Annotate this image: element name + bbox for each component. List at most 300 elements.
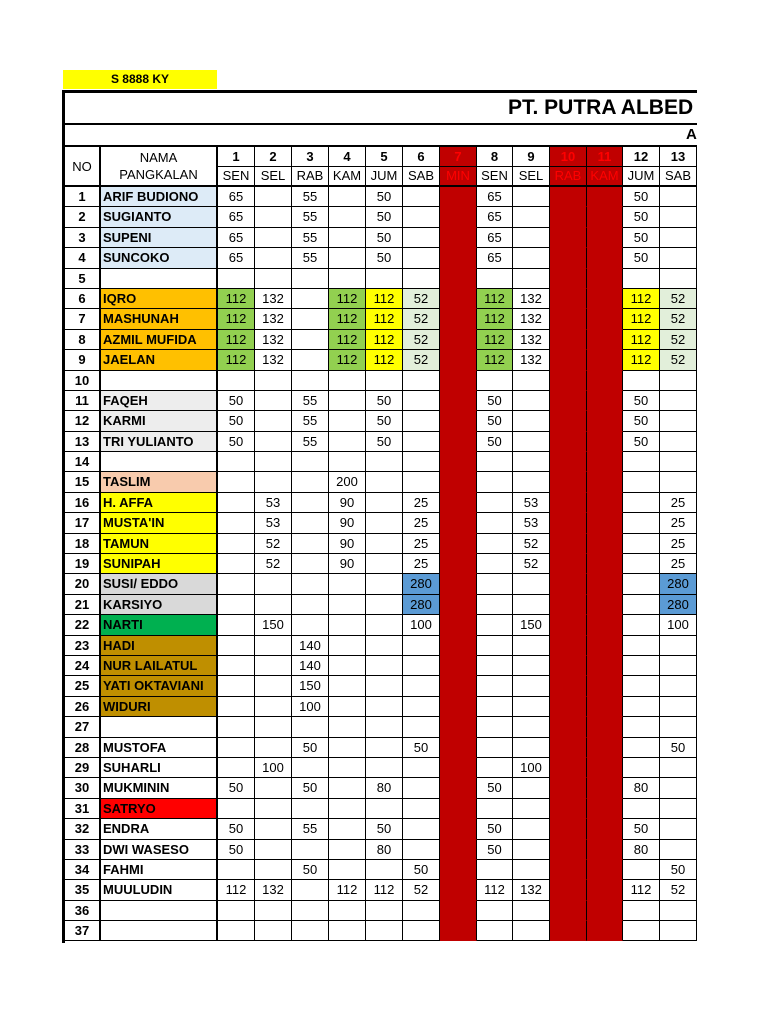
quantity-cell (255, 411, 292, 431)
quantity-cell (477, 676, 513, 696)
quantity-cell: 52 (403, 350, 440, 370)
quantity-cell: 25 (660, 534, 697, 554)
quantity-cell: 112 (366, 880, 403, 900)
quantity-cell: 112 (329, 330, 366, 350)
quantity-cell: 52 (660, 309, 697, 329)
quantity-cell (513, 697, 550, 717)
quantity-cell (329, 228, 366, 248)
row-number-cell: 10 (65, 371, 101, 391)
quantity-cell: 50 (623, 819, 660, 839)
quantity-cell: 100 (292, 697, 329, 717)
quantity-cell: 52 (660, 350, 697, 370)
quantity-cell (477, 554, 513, 574)
quantity-cell: 65 (218, 248, 255, 268)
quantity-cell (292, 595, 329, 615)
quantity-cell: 50 (366, 819, 403, 839)
quantity-cell: 52 (660, 289, 697, 309)
quantity-cell (218, 717, 255, 737)
quantity-cell (550, 921, 587, 941)
quantity-cell: 55 (292, 819, 329, 839)
quantity-cell (255, 574, 292, 594)
quantity-cell (550, 840, 587, 860)
quantity-cell (292, 534, 329, 554)
quantity-cell (477, 534, 513, 554)
row-number-cell: 8 (65, 330, 101, 350)
quantity-cell (366, 697, 403, 717)
quantity-cell (329, 819, 366, 839)
quantity-cell (660, 207, 697, 227)
quantity-cell (440, 330, 477, 350)
quantity-cell: 50 (366, 432, 403, 452)
quantity-cell (660, 921, 697, 941)
quantity-cell: 200 (329, 472, 366, 492)
quantity-cell: 112 (218, 309, 255, 329)
quantity-cell (477, 799, 513, 819)
quantity-cell: 25 (403, 534, 440, 554)
outlet-name-cell: SUGIANTO (101, 207, 218, 227)
quantity-cell (440, 778, 477, 798)
quantity-cell (255, 921, 292, 941)
quantity-cell: 132 (255, 289, 292, 309)
outlet-name-cell: NUR LAILATUL (101, 656, 218, 676)
quantity-cell: 55 (292, 228, 329, 248)
subtitle-row (65, 125, 697, 147)
header-day-name: MIN (440, 167, 477, 187)
row-number-cell: 36 (65, 901, 101, 921)
quantity-cell (440, 248, 477, 268)
quantity-cell: 112 (329, 309, 366, 329)
quantity-cell (513, 656, 550, 676)
quantity-cell (292, 452, 329, 472)
quantity-cell (587, 248, 623, 268)
quantity-cell: 52 (255, 534, 292, 554)
quantity-cell (587, 534, 623, 554)
quantity-cell (550, 472, 587, 492)
quantity-cell (403, 697, 440, 717)
quantity-cell (403, 921, 440, 941)
title-row (65, 93, 697, 125)
outlet-name-cell (101, 921, 218, 941)
quantity-cell (440, 309, 477, 329)
quantity-cell: 150 (292, 676, 329, 696)
quantity-cell (587, 269, 623, 289)
row-number-cell: 11 (65, 391, 101, 411)
quantity-cell (587, 921, 623, 941)
outlet-name-cell: ENDRA (101, 819, 218, 839)
quantity-cell (660, 371, 697, 391)
quantity-cell (329, 452, 366, 472)
quantity-cell: 50 (218, 840, 255, 860)
quantity-cell (255, 717, 292, 737)
header-day-number: 12 (623, 147, 660, 167)
header-day-number: 11 (587, 147, 623, 167)
quantity-cell: 280 (403, 595, 440, 615)
quantity-cell (366, 921, 403, 941)
quantity-cell: 50 (218, 778, 255, 798)
outlet-name-cell: SUNIPAH (101, 554, 218, 574)
quantity-cell (477, 738, 513, 758)
quantity-cell: 100 (513, 758, 550, 778)
quantity-cell (366, 676, 403, 696)
quantity-cell (587, 391, 623, 411)
quantity-cell (550, 901, 587, 921)
quantity-cell: 100 (403, 615, 440, 635)
quantity-cell (218, 656, 255, 676)
quantity-cell (255, 799, 292, 819)
outlet-name-cell: WIDURI (101, 697, 218, 717)
quantity-cell: 52 (403, 330, 440, 350)
header-day-name: SEN (477, 167, 513, 187)
quantity-cell (623, 615, 660, 635)
outlet-name-cell (101, 452, 218, 472)
outlet-name-cell: FAHMI (101, 860, 218, 880)
quantity-cell (218, 371, 255, 391)
quantity-cell (587, 717, 623, 737)
quantity-cell: 112 (477, 330, 513, 350)
quantity-cell (255, 676, 292, 696)
row-number-cell: 7 (65, 309, 101, 329)
quantity-cell (292, 615, 329, 635)
quantity-cell (218, 697, 255, 717)
row-number-cell: 12 (65, 411, 101, 431)
quantity-cell: 50 (623, 248, 660, 268)
quantity-cell (292, 269, 329, 289)
quantity-cell (587, 452, 623, 472)
quantity-cell: 50 (218, 819, 255, 839)
quantity-cell (550, 513, 587, 533)
quantity-cell: 280 (660, 574, 697, 594)
quantity-cell (660, 799, 697, 819)
quantity-cell (550, 615, 587, 635)
row-number-cell: 13 (65, 432, 101, 452)
quantity-cell (623, 513, 660, 533)
header-day-number: 13 (660, 147, 697, 167)
quantity-cell: 50 (403, 860, 440, 880)
quantity-cell: 112 (623, 289, 660, 309)
quantity-cell (329, 391, 366, 411)
header-day-name: JUM (623, 167, 660, 187)
row-number-cell: 17 (65, 513, 101, 533)
quantity-cell (440, 717, 477, 737)
quantity-cell (329, 411, 366, 431)
quantity-cell (366, 472, 403, 492)
quantity-cell (587, 880, 623, 900)
quantity-cell (623, 717, 660, 737)
quantity-cell: 50 (366, 391, 403, 411)
quantity-cell (587, 676, 623, 696)
quantity-cell (218, 269, 255, 289)
quantity-cell (660, 656, 697, 676)
quantity-cell (218, 860, 255, 880)
quantity-cell (329, 432, 366, 452)
quantity-cell (587, 187, 623, 207)
quantity-cell (587, 758, 623, 778)
quantity-cell (255, 371, 292, 391)
quantity-cell (255, 187, 292, 207)
quantity-cell (292, 513, 329, 533)
quantity-cell (218, 452, 255, 472)
quantity-cell: 90 (329, 513, 366, 533)
quantity-cell (218, 738, 255, 758)
quantity-cell (440, 860, 477, 880)
row-number-cell: 9 (65, 350, 101, 370)
quantity-cell (550, 411, 587, 431)
quantity-cell (623, 472, 660, 492)
quantity-cell (403, 391, 440, 411)
quantity-cell (440, 636, 477, 656)
quantity-cell (550, 391, 587, 411)
quantity-cell (513, 452, 550, 472)
quantity-cell (440, 595, 477, 615)
quantity-cell (218, 493, 255, 513)
quantity-cell (477, 860, 513, 880)
quantity-cell (660, 432, 697, 452)
outlet-name-cell: SUSI/ EDDO (101, 574, 218, 594)
header-day-name: RAB (292, 167, 329, 187)
quantity-cell (292, 289, 329, 309)
quantity-cell: 65 (218, 207, 255, 227)
quantity-cell (513, 738, 550, 758)
quantity-cell (477, 371, 513, 391)
quantity-cell (366, 717, 403, 737)
quantity-cell: 50 (218, 411, 255, 431)
quantity-cell (218, 574, 255, 594)
row-number-cell: 6 (65, 289, 101, 309)
quantity-cell (513, 269, 550, 289)
quantity-cell: 112 (329, 289, 366, 309)
row-number-cell: 30 (65, 778, 101, 798)
quantity-cell (660, 391, 697, 411)
quantity-cell (587, 493, 623, 513)
quantity-cell (587, 513, 623, 533)
outlet-name-cell: MASHUNAH (101, 309, 218, 329)
quantity-cell (218, 636, 255, 656)
quantity-cell (587, 656, 623, 676)
row-number-cell: 21 (65, 595, 101, 615)
quantity-cell (513, 921, 550, 941)
quantity-cell: 50 (366, 187, 403, 207)
quantity-cell (329, 656, 366, 676)
quantity-cell: 50 (623, 432, 660, 452)
quantity-cell (623, 901, 660, 921)
quantity-cell: 132 (513, 880, 550, 900)
quantity-cell: 25 (660, 554, 697, 574)
quantity-cell: 52 (660, 880, 697, 900)
quantity-cell (403, 432, 440, 452)
quantity-cell (550, 758, 587, 778)
quantity-cell (218, 921, 255, 941)
quantity-cell: 112 (366, 289, 403, 309)
quantity-cell (513, 228, 550, 248)
quantity-cell (440, 513, 477, 533)
row-number-cell: 20 (65, 574, 101, 594)
quantity-cell (550, 697, 587, 717)
header-day-name: SEN (218, 167, 255, 187)
quantity-cell (403, 452, 440, 472)
quantity-cell (329, 207, 366, 227)
quantity-cell (623, 595, 660, 615)
row-number-cell: 2 (65, 207, 101, 227)
row-number-cell: 35 (65, 880, 101, 900)
quantity-cell (660, 901, 697, 921)
quantity-cell (329, 269, 366, 289)
quantity-cell (440, 921, 477, 941)
quantity-cell: 50 (660, 738, 697, 758)
quantity-cell (218, 534, 255, 554)
quantity-cell (623, 758, 660, 778)
outlet-name-cell: JAELAN (101, 350, 218, 370)
quantity-cell (292, 371, 329, 391)
quantity-cell (623, 676, 660, 696)
quantity-cell (403, 207, 440, 227)
quantity-cell (477, 269, 513, 289)
quantity-cell (440, 656, 477, 676)
quantity-cell: 52 (403, 309, 440, 329)
quantity-cell (255, 778, 292, 798)
quantity-cell: 112 (623, 880, 660, 900)
outlet-name-cell (101, 901, 218, 921)
quantity-cell (218, 513, 255, 533)
header-day-number: 9 (513, 147, 550, 167)
quantity-cell: 50 (218, 432, 255, 452)
quantity-cell (440, 676, 477, 696)
row-number-cell: 28 (65, 738, 101, 758)
quantity-cell (623, 452, 660, 472)
outlet-name-cell: TRI YULIANTO (101, 432, 218, 452)
row-number-cell: 4 (65, 248, 101, 268)
quantity-cell (550, 289, 587, 309)
outlet-name-cell: SUNCOKO (101, 248, 218, 268)
quantity-cell (623, 738, 660, 758)
quantity-cell (403, 371, 440, 391)
quantity-cell (440, 554, 477, 574)
quantity-cell: 55 (292, 248, 329, 268)
quantity-cell (440, 411, 477, 431)
quantity-cell (550, 269, 587, 289)
quantity-cell (366, 799, 403, 819)
quantity-cell (366, 574, 403, 594)
outlet-name-cell (101, 269, 218, 289)
outlet-name-cell (101, 717, 218, 737)
quantity-cell (550, 738, 587, 758)
quantity-cell: 112 (218, 350, 255, 370)
quantity-cell (623, 860, 660, 880)
quantity-cell (550, 656, 587, 676)
header-day-number: 1 (218, 147, 255, 167)
header-day-name: KAM (587, 167, 623, 187)
quantity-cell (587, 472, 623, 492)
header-day-number: 7 (440, 147, 477, 167)
quantity-cell (550, 432, 587, 452)
quantity-cell: 25 (660, 513, 697, 533)
quantity-cell: 55 (292, 391, 329, 411)
quantity-cell (587, 432, 623, 452)
quantity-cell (218, 554, 255, 574)
quantity-cell (366, 656, 403, 676)
quantity-cell (292, 921, 329, 941)
quantity-cell (587, 371, 623, 391)
header-day-name: SEL (255, 167, 292, 187)
quantity-cell: 52 (255, 554, 292, 574)
quantity-cell (403, 799, 440, 819)
row-number-cell: 25 (65, 676, 101, 696)
quantity-cell (587, 636, 623, 656)
quantity-cell (587, 207, 623, 227)
quantity-cell (550, 452, 587, 472)
outlet-name-cell: MUULUDIN (101, 880, 218, 900)
quantity-cell (366, 595, 403, 615)
quantity-cell: 150 (255, 615, 292, 635)
header-day-name: SEL (513, 167, 550, 187)
quantity-cell (660, 758, 697, 778)
quantity-cell (366, 513, 403, 533)
quantity-cell (255, 452, 292, 472)
quantity-cell (660, 187, 697, 207)
quantity-cell (513, 391, 550, 411)
quantity-cell (255, 391, 292, 411)
quantity-cell: 50 (403, 738, 440, 758)
quantity-cell (587, 738, 623, 758)
quantity-cell: 132 (513, 330, 550, 350)
quantity-cell: 112 (477, 289, 513, 309)
quantity-cell: 112 (477, 309, 513, 329)
quantity-cell (218, 615, 255, 635)
quantity-cell (513, 901, 550, 921)
quantity-cell: 112 (218, 880, 255, 900)
quantity-cell (329, 676, 366, 696)
quantity-cell (477, 636, 513, 656)
quantity-cell (329, 717, 366, 737)
quantity-cell: 55 (292, 207, 329, 227)
quantity-cell (513, 432, 550, 452)
outlet-name-cell: KARMI (101, 411, 218, 431)
quantity-cell (366, 636, 403, 656)
quantity-cell (550, 574, 587, 594)
quantity-cell (587, 289, 623, 309)
row-number-cell: 18 (65, 534, 101, 554)
quantity-cell (329, 921, 366, 941)
quantity-cell (550, 799, 587, 819)
quantity-cell (403, 717, 440, 737)
quantity-cell (440, 697, 477, 717)
row-number-cell: 5 (65, 269, 101, 289)
quantity-cell: 50 (623, 228, 660, 248)
quantity-cell (255, 248, 292, 268)
quantity-cell (292, 840, 329, 860)
quantity-cell: 52 (513, 554, 550, 574)
quantity-cell (440, 289, 477, 309)
row-number-cell: 27 (65, 717, 101, 737)
quantity-cell (587, 309, 623, 329)
quantity-cell (366, 615, 403, 635)
quantity-cell (329, 778, 366, 798)
outlet-name-cell: NARTI (101, 615, 218, 635)
outlet-name-cell: TASLIM (101, 472, 218, 492)
quantity-cell: 112 (218, 330, 255, 350)
outlet-name-cell: MUSTOFA (101, 738, 218, 758)
quantity-cell (513, 717, 550, 737)
quantity-cell: 112 (477, 880, 513, 900)
quantity-cell: 100 (255, 758, 292, 778)
quantity-cell (587, 350, 623, 370)
quantity-cell (587, 330, 623, 350)
quantity-cell (255, 738, 292, 758)
outlet-name-cell: MUKMININ (101, 778, 218, 798)
header-name-cell (101, 147, 218, 187)
quantity-cell (477, 656, 513, 676)
quantity-cell: 112 (218, 289, 255, 309)
quantity-cell (366, 738, 403, 758)
